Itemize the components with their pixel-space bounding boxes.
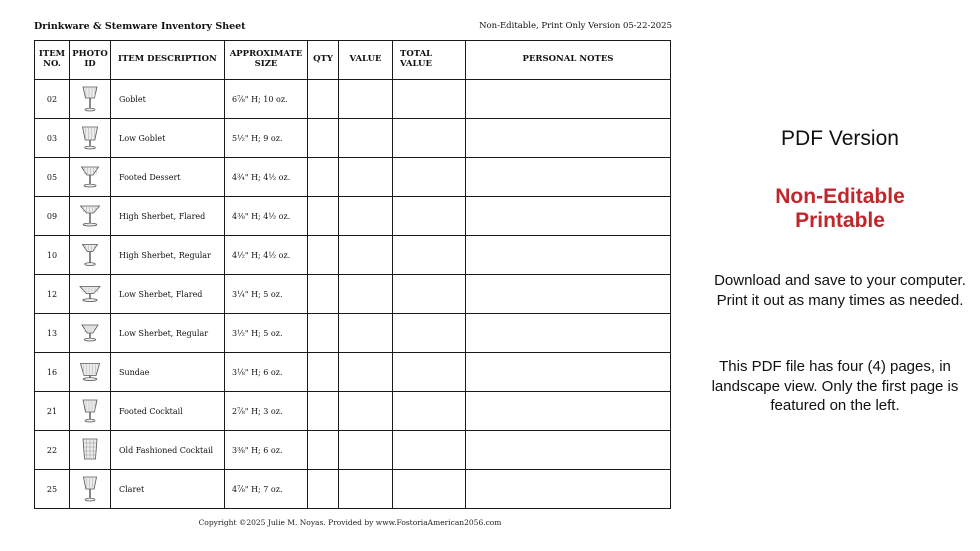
non-editable-notice — [700, 185, 980, 233]
value-cell — [339, 431, 393, 470]
item-number: 12 — [35, 275, 70, 314]
qty-cell — [308, 119, 339, 158]
total-value-cell — [393, 80, 466, 119]
table-row — [35, 236, 671, 275]
printable-label: Printable — [795, 209, 885, 233]
value-cell — [339, 392, 393, 431]
col-header-personal-notes: PERSONAL NOTES — [466, 41, 671, 80]
table-row — [35, 80, 671, 119]
approximate-size: 3⅛" H; 6 oz. — [225, 353, 308, 392]
old-fashioned-glass-icon — [70, 435, 110, 465]
item-description: Low Sherbet, Regular — [111, 314, 225, 353]
photo-id-cell — [70, 236, 111, 275]
approximate-size: 3½" H; 5 oz. — [225, 314, 308, 353]
table-row — [35, 431, 671, 470]
high-sherbet-regular-glass-icon — [70, 240, 110, 270]
value-cell — [339, 470, 393, 509]
approximate-size: 3⅜" H; 6 oz. — [225, 431, 308, 470]
value-cell — [339, 314, 393, 353]
claret-glass-icon — [70, 474, 110, 504]
item-number: 09 — [35, 197, 70, 236]
sheet-version-note: Non-Editable, Print Only Version 05-22-2025 — [479, 21, 672, 31]
photo-id-cell — [70, 197, 111, 236]
approximate-size: 4¾" H; 4½ oz. — [225, 158, 308, 197]
approximate-size: 4⅜" H; 4½ oz. — [225, 197, 308, 236]
qty-cell — [308, 158, 339, 197]
table-row — [35, 353, 671, 392]
value-cell — [339, 197, 393, 236]
item-number: 03 — [35, 119, 70, 158]
table-row — [35, 158, 671, 197]
sundae-glass-icon — [70, 357, 110, 387]
table-row — [35, 197, 671, 236]
total-value-cell — [393, 314, 466, 353]
item-description: Low Sherbet, Flared — [111, 275, 225, 314]
high-sherbet-flared-glass-icon — [70, 201, 110, 231]
footed-cocktail-glass-icon — [70, 396, 110, 426]
goblet-glass-icon — [70, 84, 110, 114]
item-number: 25 — [35, 470, 70, 509]
table-row — [35, 392, 671, 431]
item-description: Sundae — [111, 353, 225, 392]
col-header-description: ITEM DESCRIPTION — [111, 41, 225, 80]
personal-notes-cell — [466, 197, 671, 236]
item-description: Old Fashioned Cocktail — [111, 431, 225, 470]
qty-cell — [308, 353, 339, 392]
qty-cell — [308, 275, 339, 314]
personal-notes-cell — [466, 158, 671, 197]
qty-cell — [308, 314, 339, 353]
inventory-table — [34, 40, 671, 509]
total-value-cell — [393, 431, 466, 470]
total-value-cell — [393, 275, 466, 314]
item-number: 22 — [35, 431, 70, 470]
approximate-size: 3¼" H; 5 oz. — [225, 275, 308, 314]
approximate-size: 5½" H; 9 oz. — [225, 119, 308, 158]
item-number: 13 — [35, 314, 70, 353]
table-row — [35, 470, 671, 509]
table-row — [35, 314, 671, 353]
photo-id-cell — [70, 119, 111, 158]
item-number: 02 — [35, 80, 70, 119]
item-description: Claret — [111, 470, 225, 509]
photo-id-cell — [70, 80, 111, 119]
personal-notes-cell — [466, 470, 671, 509]
col-header-total-value: TOTAL VALUE — [393, 41, 466, 80]
item-number: 16 — [35, 353, 70, 392]
total-value-cell — [393, 353, 466, 392]
table-row — [35, 119, 671, 158]
total-value-cell — [393, 119, 466, 158]
photo-id-cell — [70, 275, 111, 314]
personal-notes-cell — [466, 236, 671, 275]
footed-dessert-glass-icon — [70, 162, 110, 192]
personal-notes-cell — [466, 80, 671, 119]
item-number: 21 — [35, 392, 70, 431]
col-header-qty: QTY — [308, 41, 339, 80]
value-cell — [339, 275, 393, 314]
item-description: High Sherbet, Regular — [111, 236, 225, 275]
item-description: High Sherbet, Flared — [111, 197, 225, 236]
value-cell — [339, 119, 393, 158]
photo-id-cell — [70, 158, 111, 197]
qty-cell — [308, 470, 339, 509]
pdf-pages-note: This PDF file has four (4) pages, in landscape view. Only the first page is featured on the left. — [711, 358, 959, 414]
personal-notes-cell — [466, 392, 671, 431]
qty-cell — [308, 431, 339, 470]
item-description: Footed Dessert — [111, 158, 225, 197]
item-description: Footed Cocktail — [111, 392, 225, 431]
value-cell — [339, 158, 393, 197]
total-value-cell — [393, 236, 466, 275]
qty-cell — [308, 236, 339, 275]
sheet-title: Drinkware & Stemware Inventory Sheet — [34, 21, 246, 32]
personal-notes-cell — [466, 275, 671, 314]
approximate-size: 4½" H; 4½ oz. — [225, 236, 308, 275]
table-row — [35, 275, 671, 314]
item-number: 05 — [35, 158, 70, 197]
download-instructions: Download and save to your computer. Print it out as many times as needed. — [714, 272, 966, 309]
low-sherbet-flared-glass-icon — [70, 279, 110, 309]
photo-id-cell — [70, 470, 111, 509]
approximate-size: 6⅞" H; 10 oz. — [225, 80, 308, 119]
photo-id-cell — [70, 392, 111, 431]
value-cell — [339, 80, 393, 119]
low-goblet-glass-icon — [70, 123, 110, 153]
total-value-cell — [393, 392, 466, 431]
personal-notes-cell — [466, 314, 671, 353]
total-value-cell — [393, 158, 466, 197]
col-header-size: APPROXIMATE SIZE — [225, 41, 308, 80]
col-header-photo-id: PHOTO ID — [70, 41, 111, 80]
table-header-row — [35, 41, 671, 80]
qty-cell — [308, 80, 339, 119]
approximate-size: 4⅞" H; 7 oz. — [225, 470, 308, 509]
pdf-version-heading: PDF Version — [781, 127, 899, 150]
photo-id-cell — [70, 431, 111, 470]
item-description: Low Goblet — [111, 119, 225, 158]
col-header-value: VALUE — [339, 41, 393, 80]
photo-id-cell — [70, 353, 111, 392]
qty-cell — [308, 392, 339, 431]
approximate-size: 2⅞" H; 3 oz. — [225, 392, 308, 431]
item-number: 10 — [35, 236, 70, 275]
photo-id-cell — [70, 314, 111, 353]
personal-notes-cell — [466, 431, 671, 470]
total-value-cell — [393, 470, 466, 509]
value-cell — [339, 353, 393, 392]
low-sherbet-regular-glass-icon — [70, 318, 110, 348]
qty-cell — [308, 197, 339, 236]
total-value-cell — [393, 197, 466, 236]
col-header-item-no: ITEM NO. — [35, 41, 70, 80]
value-cell — [339, 236, 393, 275]
item-description: Goblet — [111, 80, 225, 119]
non-editable-label: Non-Editable — [775, 185, 905, 208]
personal-notes-cell — [466, 119, 671, 158]
copyright-footer: Copyright ©2025 Julie M. Noyas. Provided by www.FostoriaAmerican2056.com — [198, 518, 502, 527]
personal-notes-cell — [466, 353, 671, 392]
